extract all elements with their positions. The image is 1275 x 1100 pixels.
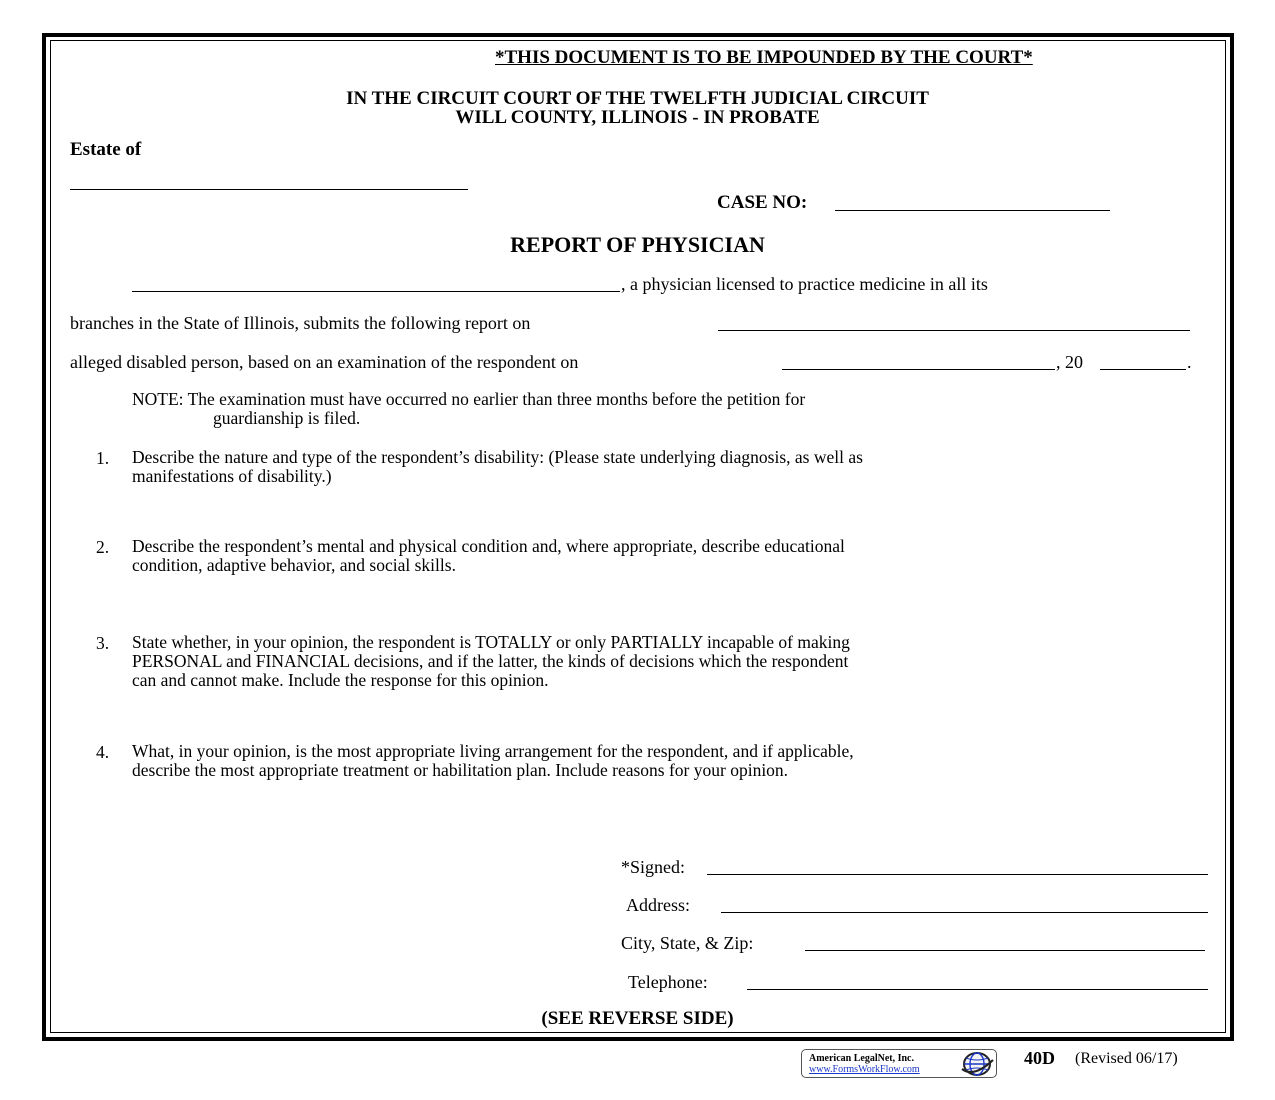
case-no-label: CASE NO: bbox=[717, 192, 808, 213]
form-number: 40D bbox=[1024, 1048, 1055, 1068]
intro-year-label: , 20 bbox=[1056, 352, 1083, 372]
address-label: Address: bbox=[626, 895, 690, 915]
question-2-number: 2. bbox=[96, 537, 110, 557]
impound-notice: *THIS DOCUMENT IS TO BE IMPOUNDED BY THE COURT* bbox=[495, 47, 1033, 68]
logo-company-name: American LegalNet, Inc. bbox=[809, 1053, 914, 1064]
publisher-logo[interactable] bbox=[801, 1049, 997, 1078]
telephone-label: Telephone: bbox=[628, 972, 708, 992]
see-reverse-side: (SEE REVERSE SIDE) bbox=[541, 1008, 734, 1029]
question-3-line1: State whether, in your opinion, the respondent is TOTALLY or only PARTIALLY incapable of making bbox=[132, 632, 850, 652]
case-no-field[interactable] bbox=[835, 210, 1110, 211]
question-1-line2: manifestations of disability.) bbox=[132, 466, 332, 486]
logo-url-link[interactable]: www.FormsWorkFlow.com bbox=[809, 1064, 920, 1075]
intro-period: . bbox=[1187, 352, 1192, 372]
intro-line2: branches in the State of Illinois, submits the following report on bbox=[70, 313, 531, 333]
question-2-line2: condition, adaptive behavior, and social skills. bbox=[132, 555, 456, 575]
question-3-line2: PERSONAL and FINANCIAL decisions, and if the latter, the kinds of decisions which the respondent bbox=[132, 651, 849, 671]
question-2-line1: Describe the respondent’s mental and physical condition and, where appropriate, describe educational bbox=[132, 536, 845, 556]
question-3-line3: can and cannot make. Include the response for this opinion. bbox=[132, 670, 549, 690]
form-title: REPORT OF PHYSICIAN bbox=[510, 232, 765, 257]
estate-label: Estate of bbox=[70, 139, 142, 160]
city-state-zip-field[interactable] bbox=[805, 950, 1205, 951]
physician-name-field[interactable] bbox=[132, 291, 620, 292]
city-state-zip-label: City, State, & Zip: bbox=[621, 933, 754, 953]
question-4-number: 4. bbox=[96, 742, 110, 762]
note-line2: guardianship is filed. bbox=[213, 408, 361, 428]
address-field[interactable] bbox=[721, 912, 1208, 913]
intro-line3: alleged disabled person, based on an examination of the respondent on bbox=[70, 352, 579, 372]
question-4-line2: describe the most appropriate treatment or habilitation plan. Include reasons for your opinion. bbox=[132, 760, 789, 780]
telephone-field[interactable] bbox=[747, 989, 1208, 990]
exam-year-field[interactable] bbox=[1100, 369, 1186, 370]
globe-icon bbox=[960, 1051, 996, 1077]
court-name: IN THE CIRCUIT COURT OF THE TWELFTH JUDICIAL CIRCUIT bbox=[346, 88, 929, 109]
respondent-name-field[interactable] bbox=[718, 330, 1190, 331]
signed-label: *Signed: bbox=[621, 857, 686, 877]
court-county: WILL COUNTY, ILLINOIS - IN PROBATE bbox=[455, 107, 820, 128]
question-3-number: 3. bbox=[96, 633, 110, 653]
signature-field[interactable] bbox=[707, 874, 1208, 875]
question-1-number: 1. bbox=[96, 448, 110, 468]
estate-name-field[interactable] bbox=[70, 189, 468, 190]
question-1-line1: Describe the nature and type of the respondent’s disability: (Please state underlying diagnosis, as well as bbox=[132, 447, 863, 467]
question-4-line1: What, in your opinion, is the most appropriate living arrangement for the respondent, and if applicable, bbox=[132, 741, 854, 761]
exam-date-field[interactable] bbox=[782, 369, 1055, 370]
note-line1: NOTE: The examination must have occurred no earlier than three months before the petition for bbox=[132, 389, 806, 409]
intro-line1: , a physician licensed to practice medicine in all its bbox=[621, 274, 988, 294]
revision-date: (Revised 06/17) bbox=[1075, 1050, 1178, 1067]
